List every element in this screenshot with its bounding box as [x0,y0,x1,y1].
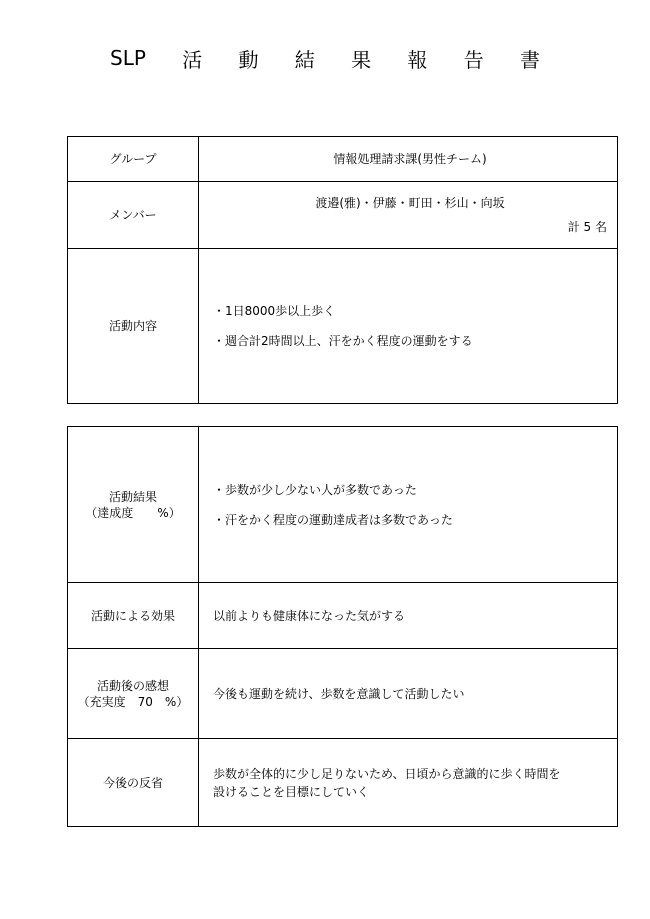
title-char: 報 [407,47,428,72]
impression-label-cell [68,649,199,739]
activity-label: 活動内容 [68,249,199,404]
impression-sublabel: （充実度 70 %） [77,694,189,709]
effect-label: 活動による効果 [68,583,199,649]
reflection-label: 今後の反省 [68,739,199,827]
activity-row [68,249,618,404]
result-cell [199,427,618,583]
result-item: ・汗をかく程度の運動達成者は多数であった [213,512,453,527]
activity-item: ・週合計2時間以上、汗をかく程度の運動をする [213,334,473,348]
result-table [67,426,618,827]
reflection-line: 歩数が全体的に少し足りないため、日頃から意識的に歩く時間を [213,766,561,781]
member-row [68,182,618,249]
impression-label: 活動後の感想 [96,678,169,693]
title-char: 告 [463,47,484,72]
effect-value: 以前よりも健康体になった気がする [199,583,618,649]
member-cell [199,182,618,249]
result-label: 活動結果 [108,489,157,504]
reflection-row [68,739,618,827]
member-label: メンバー [68,182,199,249]
impression-value: 今後も運動を続け、歩数を意識して活動したい [199,649,618,739]
title-char: 活 [182,47,203,72]
title-char: 果 [351,47,372,72]
title-char: 書 [519,47,540,72]
title-char: 動 [238,47,259,72]
group-row [68,137,618,182]
effect-row [68,583,618,649]
result-item: ・歩数が少し少ない人が多数であった [213,482,417,497]
member-value: 渡邉(雅)・伊藤・町田・杉山・向坂 [315,196,505,210]
title-char: SLP [110,46,146,70]
group-info-table [67,136,618,404]
reflection-cell [199,739,618,827]
impression-row [68,649,618,739]
result-row [68,427,618,583]
activity-item: ・1日8000歩以上歩く [213,304,336,318]
group-value: 情報処理請求課(男性チーム) [199,137,618,182]
member-count: 計 5 名 [567,220,607,234]
title-char: 結 [294,47,315,72]
group-label: グループ [68,137,199,182]
result-sublabel: （達成度 %） [85,505,181,520]
activity-cell [199,249,618,404]
document-title [110,42,540,74]
reflection-line: 設けることを目標にしていく [213,784,370,799]
result-label-cell [68,427,199,583]
